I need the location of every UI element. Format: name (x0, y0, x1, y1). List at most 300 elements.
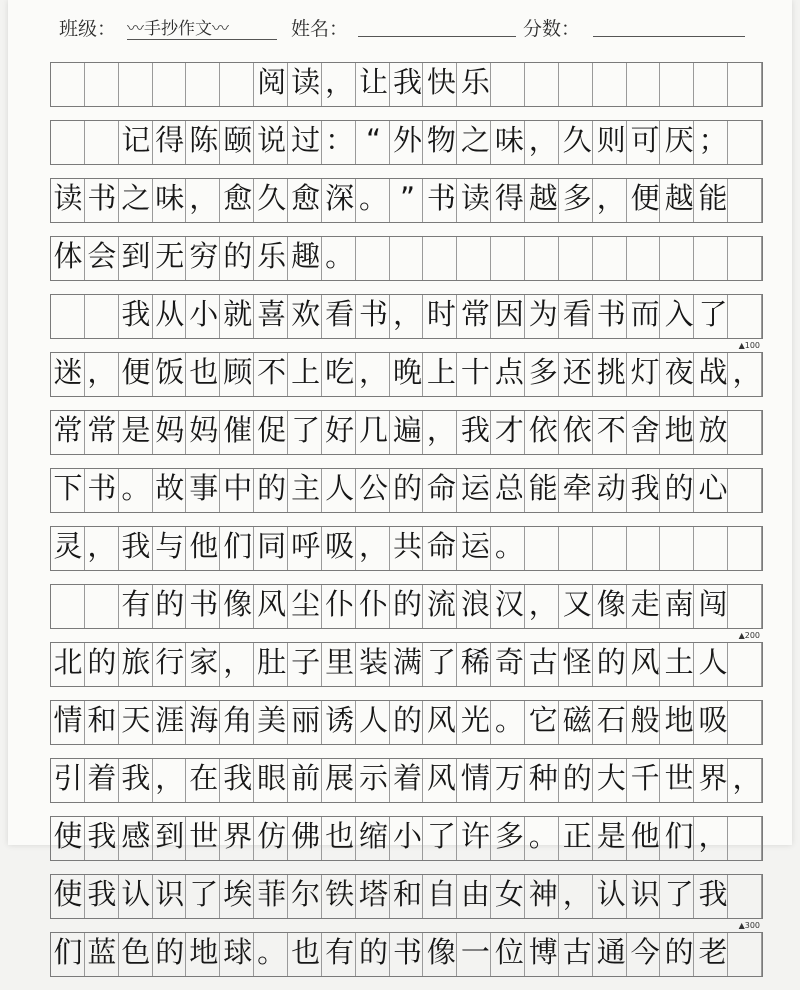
grid-row (50, 178, 763, 223)
character: 我 (121, 297, 151, 331)
character: 人 (359, 703, 389, 737)
character: 有 (325, 935, 355, 969)
character: 灯 (630, 355, 660, 389)
character: 多 (494, 819, 524, 853)
character: 遍 (392, 413, 422, 447)
character: 厌 (664, 123, 694, 157)
character: 种 (528, 761, 558, 795)
character: 放 (698, 413, 728, 447)
character: 的 (223, 239, 253, 273)
character: 则 (596, 123, 626, 157)
character: 趣 (291, 239, 321, 273)
character: 界 (698, 761, 728, 795)
character: 海 (189, 703, 219, 737)
character: 了 (664, 877, 694, 911)
character: ， (732, 355, 762, 389)
grid-cell (728, 875, 762, 918)
character: 是 (596, 819, 626, 853)
character: 与 (155, 529, 185, 563)
character: 到 (155, 819, 185, 853)
character: 喜 (257, 297, 287, 331)
character: 展 (325, 761, 355, 795)
character: 的 (392, 471, 422, 505)
character: 界 (223, 819, 253, 853)
character: 心 (698, 471, 728, 505)
name-label: 姓名： (291, 18, 349, 40)
character: 依 (562, 413, 592, 447)
character: 走 (630, 587, 660, 621)
character: 。 (494, 529, 524, 563)
grid-row (50, 816, 763, 861)
character: 风 (426, 703, 456, 737)
character: 眼 (257, 761, 287, 795)
character: ， (426, 413, 456, 447)
character: 中 (223, 471, 253, 505)
character: ： (325, 123, 355, 157)
character: ， (359, 355, 389, 389)
grid-cell (525, 237, 559, 280)
character: 多 (562, 181, 592, 215)
character: 人 (698, 645, 728, 679)
character: 大 (596, 761, 626, 795)
character: 的 (87, 645, 117, 679)
character: 旅 (121, 645, 151, 679)
grid-cell (153, 63, 187, 106)
character: 万 (494, 761, 524, 795)
grid-row (50, 120, 763, 165)
character: 引 (53, 761, 83, 795)
character: ， (189, 181, 219, 215)
character: 地 (664, 703, 694, 737)
character: 在 (189, 761, 219, 795)
score-label: 分数： (523, 18, 581, 40)
character: 从 (155, 297, 185, 331)
character: 了 (698, 297, 728, 331)
character: 可 (630, 123, 660, 157)
character: 常 (53, 413, 83, 447)
character: 。 (528, 819, 558, 853)
character: 吸 (325, 529, 355, 563)
character: 多 (528, 355, 558, 389)
grid-row (50, 62, 763, 107)
character: 下 (53, 471, 83, 505)
character: 的 (664, 471, 694, 505)
character: 风 (630, 645, 660, 679)
character: 像 (426, 935, 456, 969)
character: 通 (596, 935, 626, 969)
character: 自 (426, 877, 456, 911)
character: 。 (257, 935, 287, 969)
character: 地 (189, 935, 219, 969)
character: 又 (562, 587, 592, 621)
character: 古 (562, 935, 592, 969)
character: 舍 (630, 413, 660, 447)
grid-cell (559, 527, 593, 570)
character: 由 (460, 877, 490, 911)
character: 埃 (223, 877, 253, 911)
character: 阅 (257, 65, 287, 99)
character: ， (155, 761, 185, 795)
character: 情 (53, 703, 83, 737)
character: 能 (528, 471, 558, 505)
character: 便 (630, 181, 660, 215)
character: 顾 (223, 355, 253, 389)
character: 北 (53, 645, 83, 679)
character: 小 (189, 297, 219, 331)
grid-row (50, 468, 763, 513)
character: 神 (528, 877, 558, 911)
character: 饭 (155, 355, 185, 389)
character: 肚 (257, 645, 287, 679)
character: ， (562, 877, 592, 911)
character: 我 (392, 65, 422, 99)
grid-row (50, 294, 763, 350)
grid-cell (728, 585, 762, 628)
word-count-marker: ▲100 (738, 341, 760, 350)
character: 愈 (223, 181, 253, 215)
grid-cell (593, 63, 627, 106)
character: 认 (121, 877, 151, 911)
grid-row (50, 526, 763, 571)
character: 着 (392, 761, 422, 795)
character: 球 (223, 935, 253, 969)
character: 书 (359, 297, 389, 331)
character: 尘 (291, 587, 321, 621)
character: 他 (189, 529, 219, 563)
character: 的 (359, 935, 389, 969)
grid-cell (85, 295, 119, 338)
character: 的 (392, 703, 422, 737)
character: ， (698, 819, 728, 853)
character: 无 (155, 239, 185, 273)
grid-cell (220, 63, 254, 106)
grid-row (50, 700, 763, 745)
grid-cell (660, 527, 694, 570)
character: 土 (664, 645, 694, 679)
grid-row (50, 758, 763, 803)
grid-cell (85, 63, 119, 106)
character: 因 (494, 297, 524, 331)
score-blank[interactable] (593, 14, 745, 42)
character: 丽 (291, 703, 321, 737)
character: 也 (325, 819, 355, 853)
character: 古 (528, 645, 558, 679)
character: 涯 (155, 703, 185, 737)
character: 故 (155, 471, 185, 505)
character: 和 (392, 877, 422, 911)
character: 今 (630, 935, 660, 969)
character: 也 (291, 935, 321, 969)
grid-cell (728, 411, 762, 454)
grid-cell (627, 63, 661, 106)
character: 有 (121, 587, 151, 621)
writing-grid (50, 62, 763, 990)
character: 我 (630, 471, 660, 505)
character: 千 (630, 761, 660, 795)
grid-cell (559, 237, 593, 280)
class-value: 〰手抄作文〰 (127, 14, 277, 40)
character: 书 (596, 297, 626, 331)
character: 风 (426, 761, 456, 795)
grid-cell (627, 527, 661, 570)
character: 灵 (53, 529, 83, 563)
character: 铁 (325, 877, 355, 911)
character: 总 (494, 471, 524, 505)
character: ， (87, 529, 117, 563)
character: 夜 (664, 355, 694, 389)
character: 们 (53, 935, 83, 969)
character: 催 (223, 413, 253, 447)
character: 外 (392, 123, 422, 157)
character: 就 (223, 297, 253, 331)
character: 南 (664, 587, 694, 621)
character: 。 (359, 181, 389, 215)
grid-cell (728, 295, 762, 338)
character: 到 (121, 239, 151, 273)
character: 塔 (359, 877, 389, 911)
character: 了 (426, 819, 456, 853)
character: 世 (664, 761, 694, 795)
character: 得 (494, 181, 524, 215)
character: 他 (630, 819, 660, 853)
character: ” (399, 181, 415, 215)
name-blank[interactable] (358, 14, 516, 42)
character: 入 (664, 297, 694, 331)
character: ， (596, 181, 626, 215)
character: 尔 (291, 877, 321, 911)
grid-cell (593, 237, 627, 280)
character: 常 (87, 413, 117, 447)
character: 乐 (460, 65, 490, 99)
character: 使 (53, 877, 83, 911)
grid-cell (491, 63, 525, 106)
character: 缩 (359, 819, 389, 853)
character: 读 (460, 181, 490, 215)
character: 久 (562, 123, 592, 157)
character: 识 (630, 877, 660, 911)
character: ， (528, 587, 558, 621)
character: 地 (664, 413, 694, 447)
character: 晚 (392, 355, 422, 389)
word-count-marker: ▲200 (738, 631, 760, 640)
grid-cell (728, 237, 762, 280)
grid-cell (627, 237, 661, 280)
character: 吃 (325, 355, 355, 389)
character: 好 (325, 413, 355, 447)
character: 才 (494, 413, 524, 447)
character: 而 (630, 297, 660, 331)
character: 穷 (189, 239, 219, 273)
grid-cell (457, 237, 491, 280)
character: 物 (426, 123, 456, 157)
character: 的 (392, 587, 422, 621)
grid-cell (85, 585, 119, 628)
character: 读 (291, 65, 321, 99)
character: 它 (528, 703, 558, 737)
grid-cell (51, 121, 85, 164)
character: 奇 (494, 645, 524, 679)
character: 主 (291, 471, 321, 505)
character: 蓝 (87, 935, 117, 969)
character: 稀 (460, 645, 490, 679)
manuscript-sheet (8, 0, 792, 969)
character: 了 (291, 413, 321, 447)
character: 里 (325, 645, 355, 679)
character: 小 (392, 819, 422, 853)
character: 十 (460, 355, 490, 389)
character: 书 (87, 181, 117, 215)
grid-cell (51, 585, 85, 628)
character: 前 (291, 761, 321, 795)
character: 上 (426, 355, 456, 389)
character: 满 (392, 645, 422, 679)
character: 仆 (359, 587, 389, 621)
character: 佛 (291, 819, 321, 853)
character: 们 (664, 819, 694, 853)
grid-row (50, 236, 763, 281)
character: 世 (189, 819, 219, 853)
character: 装 (359, 645, 389, 679)
character: 运 (460, 529, 490, 563)
header-line (53, 14, 773, 44)
character: 几 (359, 413, 389, 447)
character: 书 (426, 181, 456, 215)
character: 的 (155, 587, 185, 621)
character: 闯 (698, 587, 728, 621)
character: 还 (562, 355, 592, 389)
grid-cell (593, 527, 627, 570)
character: 记 (121, 123, 151, 157)
character: 我 (698, 877, 728, 911)
character: 运 (460, 471, 490, 505)
character: ， (528, 123, 558, 157)
grid-cell (728, 121, 762, 164)
character: 挑 (596, 355, 626, 389)
character: 我 (223, 761, 253, 795)
character: 味 (494, 123, 524, 157)
character: 命 (426, 471, 456, 505)
grid-cell (51, 63, 85, 106)
character: 。 (121, 471, 151, 505)
character: 妈 (189, 413, 219, 447)
character: 位 (494, 935, 524, 969)
grid-row (50, 584, 763, 640)
character: 公 (359, 471, 389, 505)
character: 味 (155, 181, 185, 215)
character: 美 (257, 703, 287, 737)
character: 也 (189, 355, 219, 389)
character: 得 (155, 123, 185, 157)
character: 看 (325, 297, 355, 331)
character: 不 (257, 355, 287, 389)
character: 流 (426, 587, 456, 621)
character: 之 (460, 123, 490, 157)
character: 越 (664, 181, 694, 215)
grid-row (50, 642, 763, 687)
character: 使 (53, 819, 83, 853)
character: 依 (528, 413, 558, 447)
character: 书 (189, 587, 219, 621)
grid-cell (728, 643, 762, 686)
character: 人 (325, 471, 355, 505)
character: 共 (392, 529, 422, 563)
character: 便 (121, 355, 151, 389)
character: 一 (460, 935, 490, 969)
grid-cell (728, 179, 762, 222)
grid-cell (728, 63, 762, 106)
character: 的 (664, 935, 694, 969)
grid-cell (660, 237, 694, 280)
character: 磁 (562, 703, 592, 737)
character: 快 (426, 65, 456, 99)
character: 深 (325, 181, 355, 215)
character: ； (698, 123, 728, 157)
grid-row (50, 874, 763, 930)
character: 是 (121, 413, 151, 447)
character: 了 (189, 877, 219, 911)
character: 书 (87, 471, 117, 505)
grid-cell (694, 527, 728, 570)
character: 事 (189, 471, 219, 505)
grid-cell (186, 63, 220, 106)
character: 怪 (562, 645, 592, 679)
character: 越 (528, 181, 558, 215)
character: 我 (121, 529, 151, 563)
grid-cell (390, 237, 424, 280)
grid-cell (660, 63, 694, 106)
character: ， (223, 645, 253, 679)
character: 风 (257, 587, 287, 621)
character: ， (732, 761, 762, 795)
character: 上 (291, 355, 321, 389)
grid-cell (694, 237, 728, 280)
character: 博 (528, 935, 558, 969)
character: “ (366, 123, 382, 157)
character: 书 (392, 935, 422, 969)
character: 仿 (257, 819, 287, 853)
character: 许 (460, 819, 490, 853)
character: 愈 (291, 181, 321, 215)
character: 之 (121, 181, 151, 215)
character: 我 (121, 761, 151, 795)
grid-row (50, 932, 763, 977)
character: 读 (53, 181, 83, 215)
character: 迷 (53, 355, 83, 389)
character: 行 (155, 645, 185, 679)
character: 体 (53, 239, 83, 273)
character: 感 (121, 819, 151, 853)
character: 的 (155, 935, 185, 969)
character: 促 (257, 413, 287, 447)
grid-cell (525, 527, 559, 570)
character: 让 (359, 65, 389, 99)
character: 说 (257, 123, 287, 157)
character: 牵 (562, 471, 592, 505)
character: 的 (562, 761, 592, 795)
character: 会 (87, 239, 117, 273)
character: 常 (460, 297, 490, 331)
character: 我 (87, 877, 117, 911)
character: 般 (630, 703, 660, 737)
grid-cell (728, 469, 762, 512)
character: 着 (87, 761, 117, 795)
character: 石 (596, 703, 626, 737)
character: 色 (121, 935, 151, 969)
character: 汉 (494, 587, 524, 621)
character: 角 (223, 703, 253, 737)
grid-cell (356, 237, 390, 280)
character: 为 (528, 297, 558, 331)
